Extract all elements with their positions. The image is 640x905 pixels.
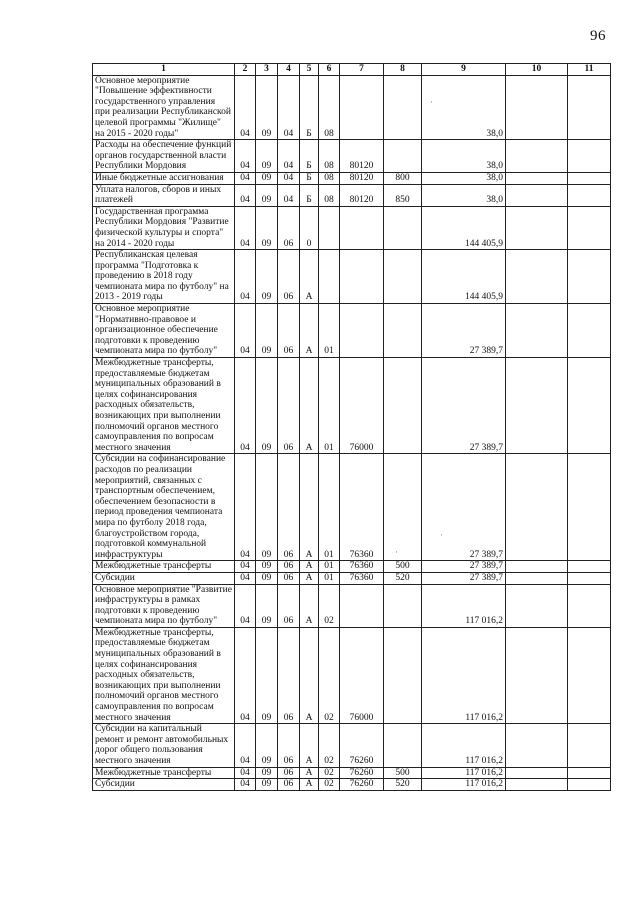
row-code-c8 [384,584,422,627]
row-code-c10 [506,250,568,304]
row-name: Расходы на обеспечение функций органов государственной власти Республики Мордовия [93,140,235,173]
row-amount: 117 016,2 [422,627,506,723]
row-code-c6: 02 [319,584,340,627]
table-row [93,304,611,358]
row-code-c6: 01 [319,358,340,454]
row-code-c4: 04 [278,172,300,184]
row-code-c3: 09 [256,206,278,249]
column-header: 7 [340,64,384,76]
row-code-c5: А [300,779,319,791]
row-code-c8 [384,250,422,304]
row-code-c2: 04 [235,724,256,767]
row-code-c8: 500 [384,767,422,779]
row-code-c11 [568,779,611,791]
row-code-c4: 06 [278,561,300,573]
row-code-c8: 520 [384,779,422,791]
row-code-c5: А [300,358,319,454]
row-code-c8: 500 [384,561,422,573]
table-row [93,724,611,767]
row-code-c7: 80120 [340,172,384,184]
row-amount: 27 389,7 [422,454,506,561]
table-row [93,358,611,454]
row-name: Межбюджетные трансферты [93,561,235,573]
row-name: Межбюджетные трансферты [93,767,235,779]
row-code-c4: 04 [278,75,300,140]
row-code-c11 [568,206,611,249]
row-code-c6: 02 [319,779,340,791]
row-code-c6: 08 [319,184,340,206]
table-row [93,454,611,561]
row-code-c7 [340,304,384,358]
row-code-c3: 09 [256,304,278,358]
row-code-c2: 04 [235,172,256,184]
row-code-c2: 04 [235,561,256,573]
row-name: Государственная программа Республики Мордовия "Развитие физической культуры и спорта" на 2014 - 2020 годы [93,206,235,249]
row-code-c3: 09 [256,172,278,184]
row-code-c2: 04 [235,454,256,561]
row-code-c4: 04 [278,184,300,206]
row-name: Республиканская целевая программа "Подготовка к проведению в 2018 году чемпионата мира по футболу" на 2013 - 2019 годы [93,250,235,304]
row-amount: 38,0 [422,75,506,140]
row-code-c5: Б [300,184,319,206]
row-code-c11 [568,572,611,584]
row-amount: 144 405,9 [422,206,506,249]
row-code-c2: 04 [235,184,256,206]
row-code-c5: А [300,627,319,723]
row-code-c6: 01 [319,454,340,561]
row-code-c11 [568,140,611,173]
row-code-c10 [506,454,568,561]
table-row [93,172,611,184]
row-code-c7: 76360 [340,572,384,584]
row-code-c7: 76360 [340,561,384,573]
row-code-c4: 06 [278,779,300,791]
row-code-c6: 08 [319,75,340,140]
row-code-c10 [506,172,568,184]
column-header: 11 [568,64,611,76]
row-code-c8 [384,627,422,723]
row-code-c10 [506,779,568,791]
row-code-c7: 76000 [340,627,384,723]
table-row [93,779,611,791]
budget-table [92,63,611,791]
row-code-c6: 08 [319,172,340,184]
row-code-c5: Б [300,140,319,173]
row-name: Уплата налогов, сборов и иных платежей [93,184,235,206]
row-amount: 38,0 [422,140,506,173]
row-code-c4: 04 [278,140,300,173]
table-row [93,140,611,173]
row-code-c5: А [300,767,319,779]
row-code-c2: 04 [235,572,256,584]
row-code-c3: 09 [256,184,278,206]
row-code-c11 [568,184,611,206]
row-code-c10 [506,358,568,454]
row-code-c8 [384,358,422,454]
column-header: 6 [319,64,340,76]
row-code-c4: 06 [278,724,300,767]
row-code-c3: 09 [256,572,278,584]
row-code-c4: 06 [278,767,300,779]
row-code-c8 [384,75,422,140]
row-code-c10 [506,140,568,173]
row-amount: 38,0 [422,184,506,206]
row-code-c10 [506,627,568,723]
row-code-c6: 01 [319,572,340,584]
row-code-c3: 09 [256,779,278,791]
row-code-c3: 09 [256,627,278,723]
table-row [93,206,611,249]
table-row [93,184,611,206]
row-name: Субсидии на капитальный ремонт и ремонт автомобильных дорог общего пользования местного значения [93,724,235,767]
row-code-c8 [384,454,422,561]
row-code-c5: А [300,724,319,767]
row-code-c4: 06 [278,454,300,561]
row-name: Основное мероприятие "Повышение эффективности государственного управления при реализации Республиканской целевой программы "Жилище" на 2015 - 2020 годы" [93,75,235,140]
row-code-c11 [568,561,611,573]
row-amount: 117 016,2 [422,724,506,767]
row-name: Основное мероприятие "Развитие инфраструктуры в рамках подготовки к проведению чемпионата мира по футболу" [93,584,235,627]
row-amount: 38,0 [422,172,506,184]
row-code-c4: 06 [278,627,300,723]
table-row [93,572,611,584]
row-code-c10 [506,561,568,573]
row-code-c8 [384,304,422,358]
row-code-c11 [568,767,611,779]
row-code-c8 [384,724,422,767]
column-header: 2 [235,64,256,76]
row-code-c2: 04 [235,627,256,723]
row-name: Субсидии [93,572,235,584]
scan-speck: · [430,97,433,107]
row-code-c7: 76000 [340,358,384,454]
row-code-c10 [506,184,568,206]
row-code-c3: 09 [256,561,278,573]
row-code-c10 [506,584,568,627]
row-code-c7: 80120 [340,140,384,173]
row-code-c2: 04 [235,206,256,249]
column-header: 1 [93,64,235,76]
row-code-c10 [506,304,568,358]
row-code-c7: 76260 [340,767,384,779]
row-code-c5: А [300,304,319,358]
row-code-c5: А [300,572,319,584]
row-code-c11 [568,250,611,304]
table-row [93,250,611,304]
row-amount: 27 389,7 [422,358,506,454]
row-code-c2: 04 [235,140,256,173]
row-code-c11 [568,304,611,358]
row-code-c11 [568,584,611,627]
table-row [93,627,611,723]
row-code-c11 [568,724,611,767]
row-code-c5: 0 [300,206,319,249]
row-code-c10 [506,75,568,140]
row-code-c8 [384,206,422,249]
row-code-c6: 02 [319,627,340,723]
row-code-c10 [506,572,568,584]
row-amount: 27 389,7 [422,561,506,573]
row-code-c3: 09 [256,724,278,767]
row-code-c2: 04 [235,767,256,779]
column-header: 9 [422,64,506,76]
row-code-c2: 04 [235,779,256,791]
row-code-c5: А [300,584,319,627]
row-amount: 117 016,2 [422,584,506,627]
column-header: 10 [506,64,568,76]
row-code-c4: 06 [278,358,300,454]
row-code-c3: 09 [256,454,278,561]
row-code-c6: 02 [319,724,340,767]
row-code-c3: 09 [256,358,278,454]
table-row [93,75,611,140]
row-name: Иные бюджетные ассигнования [93,172,235,184]
row-code-c11 [568,172,611,184]
table-row [93,767,611,779]
row-code-c7 [340,206,384,249]
scan-speck: · [395,547,398,557]
row-amount: 117 016,2 [422,779,506,791]
row-code-c8: 520 [384,572,422,584]
row-code-c5: А [300,454,319,561]
row-code-c6: 01 [319,561,340,573]
row-code-c7: 76260 [340,779,384,791]
row-code-c6: 08 [319,140,340,173]
scan-speck: · [440,530,443,540]
row-code-c7: 76260 [340,724,384,767]
row-code-c5: А [300,561,319,573]
row-code-c10 [506,724,568,767]
row-code-c11 [568,358,611,454]
column-header: 5 [300,64,319,76]
row-code-c6 [319,250,340,304]
row-amount: 27 389,7 [422,572,506,584]
table-row [93,561,611,573]
row-code-c6 [319,206,340,249]
row-code-c10 [506,206,568,249]
row-code-c3: 09 [256,140,278,173]
row-code-c2: 04 [235,75,256,140]
row-code-c4: 06 [278,572,300,584]
row-code-c2: 04 [235,304,256,358]
row-code-c10 [506,767,568,779]
row-code-c5: А [300,250,319,304]
row-code-c7 [340,584,384,627]
column-header: 3 [256,64,278,76]
row-code-c11 [568,627,611,723]
row-amount: 144 405,9 [422,250,506,304]
row-name: Основное мероприятие "Нормативно-правовое и организационное обеспечение подготовки к проведению чемпионата мира по футболу" [93,304,235,358]
row-code-c6: 02 [319,767,340,779]
header-row [93,64,611,76]
row-name: Межбюджетные трансферты, предоставляемые бюджетам муниципальных образований в целях софинансирования расходных обязательств, возникающих при выполнении полномочий органов местного самоуправления по вопросам местного значения [93,627,235,723]
row-code-c11 [568,454,611,561]
row-code-c11 [568,75,611,140]
row-code-c2: 04 [235,358,256,454]
column-header: 8 [384,64,422,76]
row-code-c6: 01 [319,304,340,358]
row-amount: 117 016,2 [422,767,506,779]
row-code-c8 [384,140,422,173]
row-code-c4: 06 [278,206,300,249]
row-code-c8: 800 [384,172,422,184]
row-code-c5: Б [300,75,319,140]
row-code-c2: 04 [235,584,256,627]
row-code-c3: 09 [256,250,278,304]
row-code-c3: 09 [256,767,278,779]
row-code-c2: 04 [235,250,256,304]
row-code-c7 [340,250,384,304]
row-code-c4: 06 [278,584,300,627]
table-body [93,75,611,790]
row-code-c8: 850 [384,184,422,206]
row-code-c7: 76360 [340,454,384,561]
row-code-c7: 80120 [340,184,384,206]
page-number: 96 [590,28,606,44]
column-header: 4 [278,64,300,76]
row-code-c7 [340,75,384,140]
row-name: Субсидии на софинансирование расходов по реализации мероприятий, связанных с транспортным обеспечением, обеспечением безопасности в период проведения чемпионата мира по футболу 2018 года, благоустройством города, подготовкой коммунальной инфраструктуры [93,454,235,561]
row-code-c5: Б [300,172,319,184]
row-code-c3: 09 [256,584,278,627]
row-code-c4: 06 [278,304,300,358]
table-row [93,584,611,627]
row-amount: 27 389,7 [422,304,506,358]
row-code-c3: 09 [256,75,278,140]
row-name: Межбюджетные трансферты, предоставляемые бюджетам муниципальных образований в целях софинансирования расходных обязательств, возникающих при выполнении полномочий органов местного самоуправления по вопросам местного значения [93,358,235,454]
row-code-c4: 06 [278,250,300,304]
row-name: Субсидии [93,779,235,791]
